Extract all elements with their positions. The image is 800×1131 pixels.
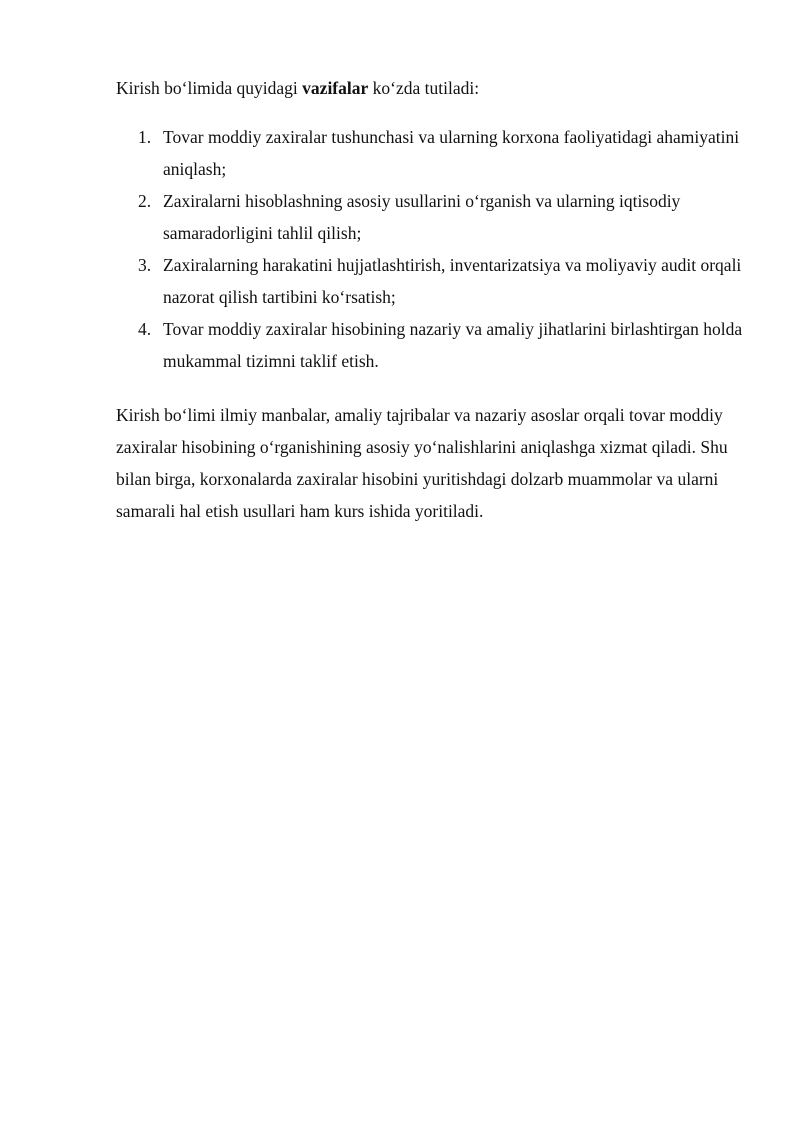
intro-text-before: Kirish bo‘limida quyidagi	[116, 78, 303, 98]
task-list	[116, 121, 746, 377]
list-item-text: Zaxiralarning harakatini hujjatlashtirish, inventarizatsiya va moliyaviy audit orqali nazorat qilish tartibini ko‘rsatish;	[163, 255, 742, 307]
intro-bold-term: vazifalar	[302, 78, 369, 98]
list-item	[116, 313, 746, 377]
intro-paragraph	[116, 72, 746, 104]
list-item-number: 2.	[138, 191, 152, 211]
list-item	[116, 185, 746, 249]
closing-paragraph: Kirish bo‘limi ilmiy manbalar, amaliy tajribalar va nazariy asoslar orqali tovar moddiy zaxiralar hisobining o‘rganishining asosiy yo‘nalishlarini aniqlashga xizmat qiladi. Shu bilan birga, korxonalarda zaxiralar hisobini yuritishdagi dolzarb muammolar va ularni samarali hal etish usullari ham kurs ishida yoritiladi.	[116, 405, 728, 521]
list-item-number: 4.	[138, 319, 152, 339]
list-item-text: Tovar moddiy zaxiralar tushunchasi va ularning korxona faoliyatidagi ahamiyatini aniqlash;	[163, 127, 740, 179]
intro-text-after: ko‘zda tutiladi:	[368, 78, 480, 98]
list-item	[116, 249, 746, 313]
list-item	[116, 121, 746, 185]
list-item-number: 1.	[138, 127, 152, 147]
list-item-text: Tovar moddiy zaxiralar hisobining nazariy va amaliy jihatlarini birlashtirgan holda mukammal tizimni taklif etish.	[163, 319, 743, 371]
list-item-text: Zaxiralarni hisoblashning asosiy usullarini o‘rganish va ularning iqtisodiy samaradorligini tahlil qilish;	[163, 191, 681, 243]
list-item-number: 3.	[138, 255, 152, 275]
